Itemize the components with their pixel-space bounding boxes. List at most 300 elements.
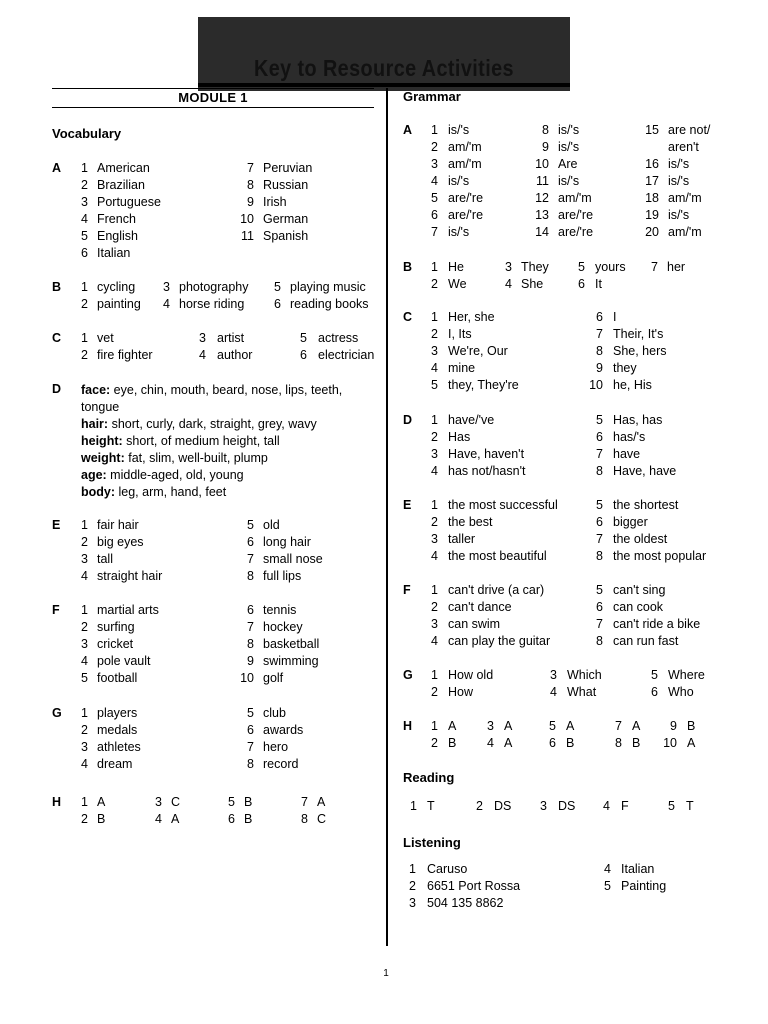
item-number: 2 [81, 297, 88, 311]
item-text: he, His [613, 378, 652, 392]
item-text: is/'s [448, 123, 470, 137]
item-number: 4 [604, 862, 611, 876]
item-text: is/'s [668, 208, 690, 222]
item-number: 3 [431, 447, 438, 461]
exercise-letter: H [52, 795, 62, 809]
item-text: can cook [613, 600, 664, 614]
item-text: A [448, 719, 457, 733]
item-text: is/'s [558, 174, 580, 188]
item-number: 1 [81, 603, 88, 617]
item-text: A [97, 795, 106, 809]
item-text: am/'m [558, 191, 592, 205]
item-text: is/'s [668, 174, 690, 188]
item-number: 1 [431, 719, 438, 733]
item-text: A [687, 736, 696, 750]
item-text: playing music [290, 280, 366, 294]
description-words: short, of medium height, tall [122, 434, 280, 448]
item-text: Italian [621, 862, 655, 876]
item-text: are/'re [448, 191, 484, 205]
item-number: 4 [199, 348, 206, 362]
item-number: 3 [487, 719, 494, 733]
item-number: 2 [431, 430, 438, 444]
module-bottom-rule [52, 107, 374, 108]
item-text: Caruso [427, 862, 468, 876]
exercise-letter: F [403, 583, 411, 597]
item-number: 5 [431, 191, 438, 205]
description-words: eye, chin, mouth, beard, nose, lips, teeth, tongue [81, 383, 343, 414]
item-text: can't dance [448, 600, 512, 614]
item-text: Have, have [613, 464, 677, 478]
item-text: vet [97, 331, 114, 345]
exercise-letter: E [52, 518, 61, 532]
item-text: B [687, 719, 696, 733]
item-number: 4 [431, 361, 438, 375]
item-number: 4 [163, 297, 170, 311]
item-text: How old [448, 668, 494, 682]
item-number: 3 [540, 799, 547, 813]
item-number: 1 [81, 518, 88, 532]
item-text: they, They're [448, 378, 519, 392]
item-text: artist [217, 331, 245, 345]
item-number: 6 [651, 685, 658, 699]
item-number: 3 [163, 280, 170, 294]
item-text: How [448, 685, 474, 699]
page-number: 1 [383, 968, 389, 979]
item-number: 1 [431, 413, 438, 427]
item-text: horse riding [179, 297, 245, 311]
item-number: 3 [81, 195, 88, 209]
item-number: 8 [301, 812, 308, 826]
item-text: B [244, 795, 253, 809]
item-text: the most popular [613, 549, 707, 563]
module-top-rule [52, 88, 374, 89]
item-text: has/'s [613, 430, 646, 444]
item-text: are/'re [558, 208, 594, 222]
item-number: 3 [155, 795, 162, 809]
item-number: 7 [431, 225, 438, 239]
item-number: 8 [596, 634, 603, 648]
item-text: American [97, 161, 150, 175]
item-text: cricket [97, 637, 134, 651]
item-text: A [566, 719, 575, 733]
item-text: Spanish [263, 229, 309, 243]
item-text: small nose [263, 552, 323, 566]
item-text: the shortest [613, 498, 679, 512]
item-number: 2 [81, 178, 88, 192]
item-number: 11 [241, 229, 254, 243]
title-banner [198, 17, 570, 91]
item-text: Which [567, 668, 602, 682]
section-heading-vocabulary: Vocabulary [52, 126, 122, 141]
item-text: am/'m [448, 140, 482, 154]
item-text: English [97, 229, 138, 243]
item-number: 4 [505, 277, 512, 291]
description-label: height: [81, 434, 123, 448]
exercise-letter: A [52, 161, 62, 175]
item-number: 1 [431, 123, 438, 137]
description-line [81, 416, 371, 433]
item-number: 10 [535, 157, 549, 171]
item-text: C [317, 812, 327, 826]
item-text: Portuguese [97, 195, 161, 209]
item-text: can't drive (a car) [448, 583, 545, 597]
item-number: 3 [431, 344, 438, 358]
item-number: 2 [431, 685, 438, 699]
item-number: 6 [549, 736, 556, 750]
item-text: We're, Our [448, 344, 508, 358]
item-number: 6 [274, 297, 281, 311]
item-number: 2 [81, 812, 88, 826]
item-number: 6 [300, 348, 307, 362]
item-text: We [448, 277, 467, 291]
banner-stripe [198, 83, 570, 87]
item-text: are/'re [448, 208, 484, 222]
section-heading-grammar: Grammar [403, 89, 461, 104]
item-number: 5 [604, 879, 611, 893]
item-text: swimming [263, 654, 319, 668]
item-number: 5 [596, 583, 603, 597]
item-number: 10 [240, 671, 254, 685]
item-text: surfing [97, 620, 135, 634]
item-text: DS [558, 799, 576, 813]
item-text: DS [494, 799, 512, 813]
description-label: age: [81, 468, 107, 482]
item-number: 7 [596, 617, 603, 631]
item-number: 1 [409, 862, 416, 876]
item-text: It [595, 277, 602, 291]
item-text: author [217, 348, 253, 362]
item-number: 2 [431, 327, 438, 341]
item-number: 2 [431, 600, 438, 614]
item-text: mine [448, 361, 476, 375]
description-line [81, 433, 371, 450]
item-number: 2 [81, 620, 88, 634]
item-number: 16 [645, 157, 659, 171]
item-text: French [97, 212, 136, 226]
item-text: F [621, 799, 629, 813]
item-text: They [521, 260, 549, 274]
item-text: Who [668, 685, 694, 699]
item-number: 4 [81, 569, 88, 583]
item-text: can run fast [613, 634, 679, 648]
item-text: B [632, 736, 641, 750]
item-text: full lips [263, 569, 302, 583]
item-text: Her, she [448, 310, 495, 324]
item-text: electrician [318, 348, 375, 362]
item-number: 8 [596, 344, 603, 358]
item-number: 8 [596, 549, 603, 563]
item-number: 1 [431, 310, 438, 324]
item-text: I [613, 310, 617, 324]
item-text: pole vault [97, 654, 151, 668]
item-text: T [686, 799, 694, 813]
item-text: they [613, 361, 637, 375]
item-number: 5 [247, 706, 254, 720]
item-number: 10 [589, 378, 603, 392]
item-number: 7 [596, 327, 603, 341]
item-number: 19 [645, 208, 659, 222]
item-text: B [244, 812, 253, 826]
item-number: 2 [81, 535, 88, 549]
item-number: 3 [431, 617, 438, 631]
item-number: 5 [549, 719, 556, 733]
item-text: Has, has [613, 413, 663, 427]
item-number: 1 [431, 583, 438, 597]
item-number: 5 [81, 229, 88, 243]
item-text: have [613, 447, 641, 461]
item-number: 6 [247, 603, 254, 617]
item-number: 8 [247, 637, 254, 651]
item-text: Has [448, 430, 471, 444]
item-number: 8 [247, 178, 254, 192]
item-text: bigger [613, 515, 648, 529]
item-text: Their, It's [613, 327, 664, 341]
item-text: the best [448, 515, 493, 529]
item-number: 8 [542, 123, 549, 137]
item-text: A [632, 719, 641, 733]
exercise-letter: H [403, 719, 413, 733]
item-number: 20 [645, 225, 659, 239]
item-text: Have, haven't [448, 447, 525, 461]
item-number: 3 [431, 532, 438, 546]
description-label: hair: [81, 417, 109, 431]
item-number: 17 [645, 174, 659, 188]
item-text: is/'s [558, 140, 580, 154]
item-number: 4 [431, 464, 438, 478]
item-number: 10 [663, 736, 677, 750]
section-heading-reading: Reading [403, 770, 455, 785]
item-text: is/'s [668, 157, 690, 171]
item-text: actress [318, 331, 359, 345]
item-text: photography [179, 280, 249, 294]
item-number: 6 [431, 208, 438, 222]
item-number: 1 [431, 498, 438, 512]
item-text: Where [668, 668, 705, 682]
item-number: 2 [431, 140, 438, 154]
item-text: medals [97, 723, 138, 737]
item-number: 3 [409, 896, 416, 910]
item-number: 1 [410, 799, 417, 813]
exercise-letter: B [52, 280, 62, 294]
item-number: 4 [81, 757, 88, 771]
item-number: 1 [81, 161, 88, 175]
item-text: hero [263, 740, 289, 754]
item-number: 1 [81, 280, 88, 294]
item-number: 9 [542, 140, 549, 154]
item-number: 9 [670, 719, 677, 733]
item-text: aren't [668, 140, 699, 154]
item-number: 9 [596, 361, 603, 375]
item-number: 3 [81, 740, 88, 754]
item-text: are/'re [558, 225, 594, 239]
item-number: 6 [228, 812, 235, 826]
item-text: fire fighter [97, 348, 153, 362]
item-text: cycling [97, 280, 136, 294]
item-text: club [263, 706, 286, 720]
item-number: 2 [81, 723, 88, 737]
item-text: A [504, 719, 513, 733]
item-text: 504 135 8862 [427, 896, 504, 910]
item-number: 3 [431, 157, 438, 171]
item-text: dream [97, 757, 133, 771]
item-number: 1 [81, 706, 88, 720]
item-text: B [97, 812, 106, 826]
item-text: martial arts [97, 603, 159, 617]
description-words: fat, slim, well-built, plump [124, 451, 268, 465]
exercise-letter: D [52, 382, 62, 396]
item-number: 12 [535, 191, 549, 205]
item-text: am/'m [668, 225, 702, 239]
item-number: 8 [615, 736, 622, 750]
item-number: 4 [431, 174, 438, 188]
item-number: 7 [247, 552, 254, 566]
item-number: 7 [301, 795, 308, 809]
item-text: She, hers [613, 344, 667, 358]
item-number: 5 [578, 260, 585, 274]
exercise-letter: G [403, 668, 413, 682]
item-number: 4 [487, 736, 494, 750]
item-number: 5 [228, 795, 235, 809]
item-text: can play the guitar [448, 634, 551, 648]
item-number: 6 [578, 277, 585, 291]
item-number: 6 [596, 430, 603, 444]
item-number: 2 [476, 799, 483, 813]
item-text: straight hair [97, 569, 163, 583]
item-text: He [448, 260, 464, 274]
description-label: body: [81, 485, 116, 499]
item-number: 4 [81, 654, 88, 668]
item-number: 1 [81, 795, 88, 809]
item-number: 5 [596, 413, 603, 427]
exercise-letter: E [403, 498, 412, 512]
item-text: Brazilian [97, 178, 145, 192]
item-number: 10 [240, 212, 254, 226]
item-number: 3 [199, 331, 206, 345]
item-number: 1 [431, 260, 438, 274]
item-number: 3 [81, 552, 88, 566]
item-text: old [263, 518, 280, 532]
item-text: A [171, 812, 180, 826]
item-number: 7 [596, 532, 603, 546]
item-number: 4 [550, 685, 557, 699]
item-number: 6 [596, 515, 603, 529]
exercise-letter: A [403, 123, 413, 137]
item-text: golf [263, 671, 284, 685]
item-number: 6 [247, 723, 254, 737]
item-number: 2 [431, 736, 438, 750]
item-number: 2 [409, 879, 416, 893]
item-number: 2 [431, 515, 438, 529]
exercise-letter: C [52, 331, 62, 345]
item-text: fair hair [97, 518, 139, 532]
item-number: 3 [505, 260, 512, 274]
item-number: 3 [81, 637, 88, 651]
item-number: 8 [596, 464, 603, 478]
item-number: 4 [431, 549, 438, 563]
item-number: 7 [596, 447, 603, 461]
item-text: long hair [263, 535, 311, 549]
item-text: is/'s [448, 174, 470, 188]
item-number: 7 [615, 719, 622, 733]
item-text: am/'m [448, 157, 482, 171]
item-number: 5 [431, 378, 438, 392]
description-label: face: [81, 383, 111, 397]
item-text: is/'s [558, 123, 580, 137]
item-number: 5 [247, 518, 254, 532]
description-word-list [81, 382, 371, 501]
item-text: Painting [621, 879, 667, 893]
item-text: B [448, 736, 457, 750]
description-line [81, 467, 371, 484]
description-words: short, curly, dark, straight, grey, wavy [108, 417, 317, 431]
item-number: 6 [81, 246, 88, 260]
item-text: has not/hasn't [448, 464, 526, 478]
item-number: 5 [668, 799, 675, 813]
item-text: Peruvian [263, 161, 313, 175]
item-text: the most successful [448, 498, 558, 512]
section-heading-listening: Listening [403, 835, 461, 850]
item-number: 5 [300, 331, 307, 345]
item-number: 5 [651, 668, 658, 682]
item-number: 7 [247, 161, 254, 175]
item-text: is/'s [448, 225, 470, 239]
exercise-letter: D [403, 413, 413, 427]
item-text: am/'m [668, 191, 702, 205]
item-text: She [521, 277, 544, 291]
item-number: 15 [645, 123, 659, 137]
item-text: record [263, 757, 299, 771]
item-number: 4 [603, 799, 610, 813]
item-number: 5 [596, 498, 603, 512]
exercise-letter: G [52, 706, 62, 720]
item-number: 7 [651, 260, 658, 274]
item-text: Irish [263, 195, 287, 209]
item-number: 5 [274, 280, 281, 294]
item-number: 7 [247, 740, 254, 754]
item-text: her [667, 260, 686, 274]
item-number: 9 [247, 195, 254, 209]
item-text: tennis [263, 603, 297, 617]
item-text: football [97, 671, 138, 685]
item-number: 6 [596, 600, 603, 614]
item-text: awards [263, 723, 304, 737]
item-number: 4 [431, 634, 438, 648]
item-text: are not/ [668, 123, 711, 137]
item-number: 13 [535, 208, 549, 222]
item-number: 18 [645, 191, 659, 205]
item-text: What [567, 685, 597, 699]
item-number: 1 [81, 331, 88, 345]
item-text: German [263, 212, 309, 226]
item-number: 7 [247, 620, 254, 634]
column-divider [386, 88, 388, 946]
item-text: the most beautiful [448, 549, 547, 563]
item-text: the oldest [613, 532, 668, 546]
description-label: weight: [81, 451, 125, 465]
item-text: yours [595, 260, 626, 274]
item-text: hockey [263, 620, 303, 634]
item-text: T [427, 799, 435, 813]
item-number: 11 [536, 174, 549, 188]
item-text: A [317, 795, 326, 809]
item-number: 1 [431, 668, 438, 682]
item-text: Russian [263, 178, 309, 192]
item-number: 6 [596, 310, 603, 324]
item-text: Italian [97, 246, 131, 260]
page-title: Key to Resource Activities [254, 55, 514, 81]
item-text: reading books [290, 297, 369, 311]
description-words: leg, arm, hand, feet [115, 485, 227, 499]
